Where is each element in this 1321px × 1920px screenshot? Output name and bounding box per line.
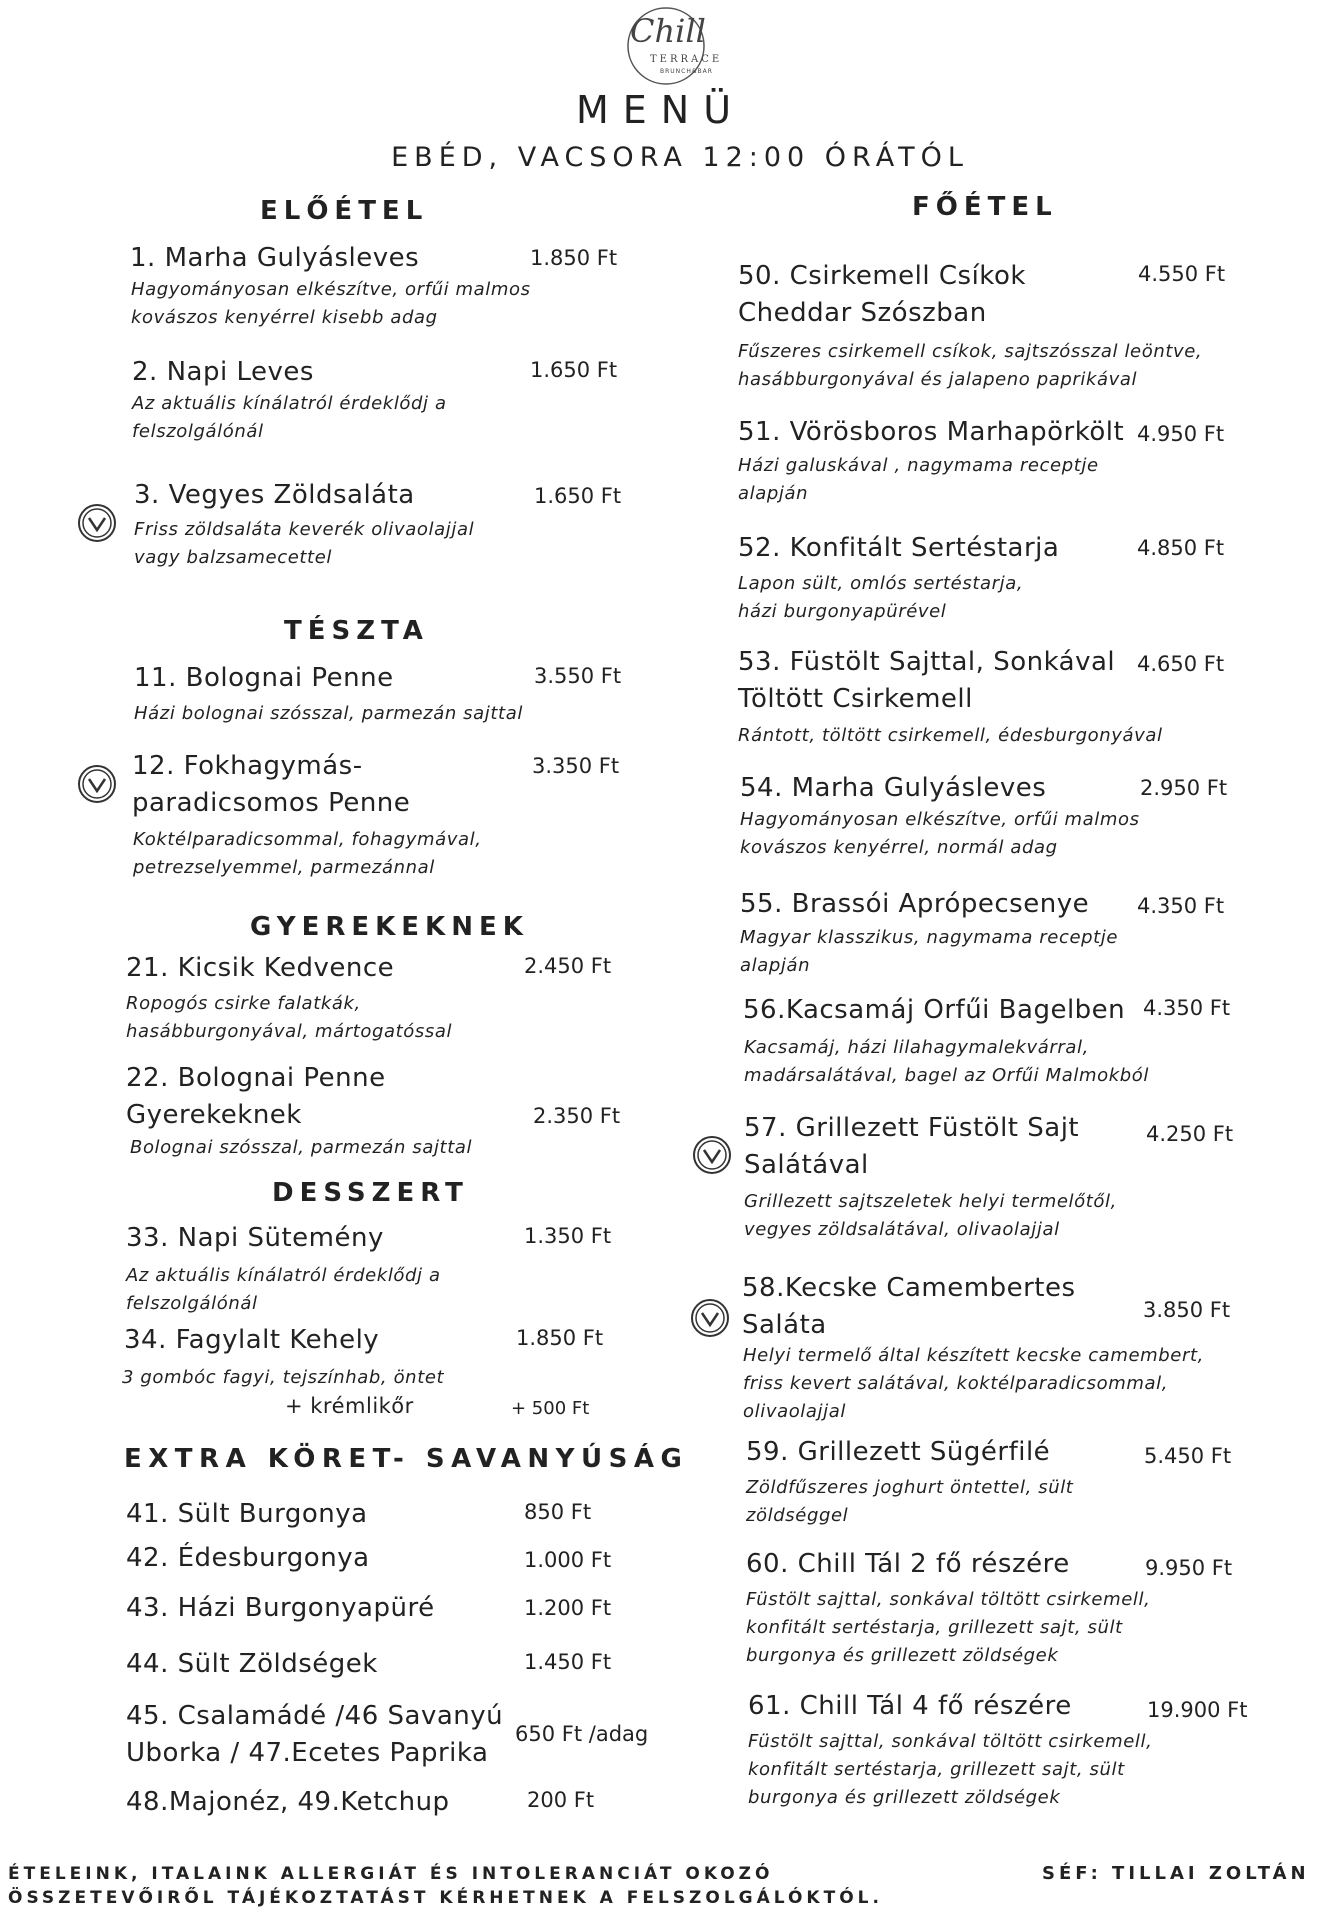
menu-item-price: 2.450 Ft [524, 954, 612, 978]
allergy-notice: ÉTELEINK, ITALAINK ALLERGIÁT ÉS INTOLERANCIÁT OKOZÓ ÖSSZETEVŐIRŐL TÁJÉKOZTATÁST KÉRHETNEK A FELSZOLGÁLÓKTÓL. [8, 1864, 883, 1908]
menu-item-name: 53. Füstölt Sajttal, Sonkával Töltött Csirkemell [738, 647, 1116, 714]
menu-item-name: 33. Napi Sütemény [126, 1223, 384, 1253]
menu-item-name: 48.Majonéz, 49.Ketchup [126, 1787, 450, 1817]
menu-item-price: 4.350 Ft [1137, 894, 1225, 918]
chef-name: SÉF: TILLAI ZOLTÁN [1042, 1863, 1310, 1884]
menu-item-price: 3.550 Ft [534, 664, 622, 688]
menu-item-name: 54. Marha Gulyásleves [740, 773, 1047, 803]
vegetarian-v-icon [690, 1298, 730, 1338]
section-title-foetel: FŐÉTEL [912, 192, 1058, 222]
menu-item-name: 12. Fokhagymás-paradicsomos Penne [132, 751, 411, 818]
menu-item-price: 4.550 Ft [1138, 262, 1226, 286]
menu-item-desc: Ropogós csirke falatkák, hasábburgonyával, mártogatóssal [126, 993, 453, 1042]
menu-item-name: 43. Házi Burgonyapüré [126, 1593, 435, 1623]
section-title-teszta: TÉSZTA [284, 616, 429, 646]
menu-item-price: 3.350 Ft [532, 754, 620, 778]
menu-item-desc: Füstölt sajttal, sonkával töltött csirkemell, konfitált sertéstarja, grillezett sajt, sült burgonya és grillezett zöldségek [748, 1731, 1153, 1808]
menu-item-price: 650 Ft /adag [515, 1722, 649, 1746]
vegetarian-v-icon [77, 503, 117, 543]
menu-item-name: 34. Fagylalt Kehely [124, 1325, 380, 1355]
menu-item-desc: Friss zöldsaláta keverék olivaolajjal vagy balzsamecettel [134, 519, 475, 568]
menu-item-price: 2.950 Ft [1140, 776, 1228, 800]
menu-item-price: 4.950 Ft [1137, 422, 1225, 446]
menu-item-name: 22. Bolognai Penne Gyerekeknek [126, 1063, 386, 1130]
menu-item-name: 56.Kacsamáj Orfűi Bagelben [743, 995, 1126, 1025]
menu-item-price: 5.450 Ft [1144, 1444, 1232, 1468]
menu-item-price: 1.200 Ft [524, 1596, 612, 1620]
section-title-extra: EXTRA KÖRET- SAVANYÚSÁG [124, 1444, 689, 1474]
menu-item-price: 4.850 Ft [1137, 536, 1225, 560]
menu-item-name: 44. Sült Zöldségek [126, 1649, 378, 1679]
menu-item-name: 2. Napi Leves [132, 357, 314, 387]
section-title-desszert: DESSZERT [272, 1178, 469, 1208]
menu-item-name: 1. Marha Gulyásleves [130, 243, 420, 273]
page-title: MENÜ [575, 88, 746, 132]
menu-item-name: 41. Sült Burgonya [126, 1499, 368, 1529]
menu-item-price: 200 Ft [527, 1788, 595, 1812]
menu-item-name: 45. Csalamádé /46 Savanyú Uborka / 47.Ecetes Paprika [126, 1701, 504, 1768]
menu-item-name: 51. Vörösboros Marhapörkölt [738, 417, 1125, 447]
menu-item-name: 59. Grillezett Sügérfilé [746, 1437, 1051, 1467]
logo-script: Chill [630, 12, 706, 50]
menu-item-desc: Az aktuális kínálatról érdeklődj a felszolgálónál [126, 1265, 441, 1314]
menu-item-price: 1.000 Ft [524, 1548, 612, 1572]
menu-item-desc: Kacsamáj, házi lilahagymalekvárral, madársalátával, bagel az Orfűi Malmokból [744, 1037, 1149, 1086]
menu-item-price: 4.350 Ft [1143, 996, 1231, 1020]
menu-item-desc: Koktélparadicsommal, fohagymával, petrezselyemmel, parmezánnal [133, 829, 482, 878]
menu-item-price: 1.850 Ft [516, 1326, 604, 1350]
menu-item-extra: + krémlikőr [285, 1394, 414, 1418]
menu-item-desc: Házi bolognai szósszal, parmezán sajttal [134, 703, 523, 724]
menu-item-price: 1.450 Ft [524, 1650, 612, 1674]
menu-item-name: 21. Kicsik Kedvence [126, 953, 395, 983]
menu-item-desc: Hagyományosan elkészítve, orfűi malmos kovászos kenyérrel kisebb adag [131, 279, 531, 328]
menu-item-name: 52. Konfitált Sertéstarja [738, 533, 1060, 563]
menu-item-price: 1.350 Ft [524, 1224, 612, 1248]
menu-item-desc: Helyi termelő által készített kecske camembert, friss kevert salátával, koktélparadicsommal, olivaolajjal [743, 1345, 1204, 1422]
menu-item-price: 4.650 Ft [1137, 652, 1225, 676]
menu-item-desc: Grillezett sajtszeletek helyi termelőtől, vegyes zöldsalátával, olivaolajjal [744, 1191, 1117, 1240]
menu-item-price: 3.850 Ft [1143, 1298, 1231, 1322]
menu-item-desc: Füstölt sajttal, sonkával töltött csirkemell, konfitált sertéstarja, grillezett sajt, sült burgonya és grillezett zöldségek [746, 1589, 1151, 1666]
menu-item-desc: Rántott, töltött csirkemell, édesburgonyával [738, 725, 1163, 746]
menu-item-price: 19.900 Ft [1147, 1698, 1248, 1722]
section-title-eloetel: ELŐÉTEL [260, 196, 429, 226]
menu-item-name: 61. Chill Tál 4 fő részére [748, 1691, 1072, 1721]
menu-item-extra-price: + 500 Ft [511, 1398, 590, 1419]
menu-item-desc: Magyar klasszikus, nagymama receptje alapján [740, 927, 1119, 976]
menu-item-desc: Házi galuskával , nagymama receptje alapján [738, 455, 1099, 504]
menu-item-desc: 3 gombóc fagyi, tejszínhab, öntet [122, 1367, 445, 1388]
menu-item-price: 1.850 Ft [530, 246, 618, 270]
logo-brunch: BRUNCH&BAR [660, 68, 713, 75]
menu-item-price: 2.350 Ft [533, 1104, 621, 1128]
menu-item-name: 58.Kecske Camembertes Saláta [742, 1273, 1076, 1340]
menu-item-price: 1.650 Ft [530, 358, 618, 382]
vegetarian-v-icon [77, 764, 117, 804]
menu-item-name: 11. Bolognai Penne [134, 663, 394, 693]
menu-item-desc: Zöldfűszeres joghurt öntettel, sült zöldséggel [746, 1477, 1074, 1526]
section-title-gyerekeknek: GYEREKEKNEK [250, 912, 529, 942]
menu-item-desc: Hagyományosan elkészítve, orfűi malmos kovászos kenyérrel, normál adag [740, 809, 1140, 858]
menu-item-price: 4.250 Ft [1146, 1122, 1234, 1146]
menu-item-desc: Bolognai szósszal, parmezán sajttal [130, 1137, 473, 1158]
menu-item-name: 42. Édesburgonya [126, 1543, 370, 1573]
menu-item-price: 1.650 Ft [534, 484, 622, 508]
page-subtitle: EBÉD, VACSORA 12:00 ÓRÁTÓL [391, 142, 969, 173]
menu-item-desc: Lapon sült, omlós sertéstarja, házi burgonyapürével [738, 573, 1024, 622]
menu-item-name: 57. Grillezett Füstölt Sajt Salátával [744, 1113, 1080, 1180]
menu-item-name: 3. Vegyes Zöldsaláta [134, 480, 415, 510]
vegetarian-v-icon [692, 1135, 732, 1175]
menu-item-price: 850 Ft [524, 1500, 592, 1524]
menu-item-desc: Fűszeres csirkemell csíkok, sajtszósszal leöntve, hasábburgonyával és jalapeno paprikával [738, 341, 1203, 390]
menu-item-price: 9.950 Ft [1145, 1556, 1233, 1580]
menu-item-name: 55. Brassói Aprópecsenye [740, 889, 1090, 919]
logo-terrace: TERRACE [650, 54, 723, 65]
menu-item-name: 50. Csirkemell Csíkok Cheddar Szószban [738, 261, 1026, 328]
logo [620, 4, 738, 92]
menu-item-name: 60. Chill Tál 2 fő részére [746, 1549, 1070, 1579]
menu-item-desc: Az aktuális kínálatról érdeklődj a felszolgálónál [132, 393, 447, 442]
